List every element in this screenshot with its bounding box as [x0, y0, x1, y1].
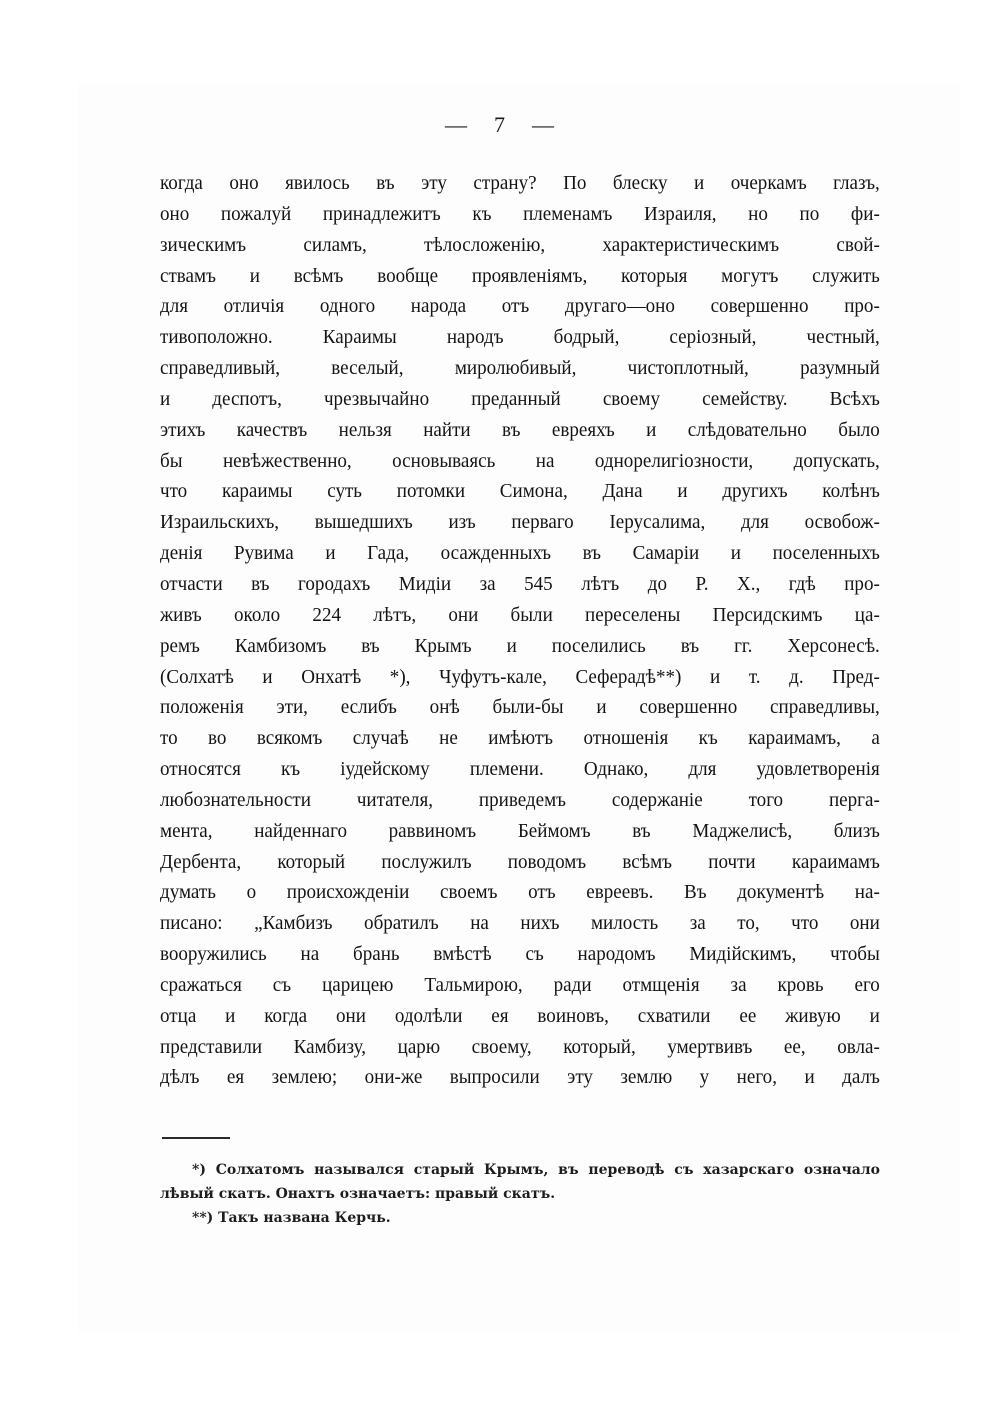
text-line: этихъ качествъ нельзя найти въ евреяхъ и слѣдовательно было: [160, 418, 880, 441]
footnote-separator: [162, 1137, 230, 1139]
footnote-2-line-1: **) Такъ названа Керчь.: [192, 1210, 391, 1226]
text-line: справедливый, веселый, миролюбивый, чистоплотный, разумный: [160, 357, 880, 380]
page-number-dash-right: —: [532, 112, 555, 137]
text-line: и деспотъ, чрезвычайно преданный своему семейству. Всѣхъ: [160, 387, 880, 410]
text-line: Дербента, который послужилъ поводомъ всѣмъ почти караимамъ: [160, 850, 880, 873]
text-line: тивоположно. Караимы народъ бодрый, серіозный, честный,: [160, 326, 880, 349]
text-line: Израильскихъ, вышедшихъ изъ перваго Іерусалима, для освобож-: [160, 511, 880, 534]
text-line: то во всякомъ случаѣ не имѣютъ отношенія къ караимамъ, а: [160, 727, 880, 750]
body-text: [160, 168, 880, 1093]
text-line: вооружились на брань вмѣстѣ съ народомъ Мидійскимъ, чтобы: [160, 943, 880, 966]
text-line: отчасти въ городахъ Мидіи за 545 лѣтъ до Р. Х., гдѣ про-: [160, 572, 880, 595]
text-line: что караимы суть потомки Симона, Дана и другихъ колѣнъ: [160, 480, 880, 503]
text-line: сражаться съ царицею Тальмирою, ради отмщенія за кровь его: [160, 973, 880, 996]
text-line: ремъ Камбизомъ въ Крымъ и поселились въ гг. Херсонесѣ.: [160, 634, 880, 657]
text-line: мента, найденнаго раввиномъ Беймомъ въ Маджелисѣ, близъ: [160, 819, 880, 842]
text-line: бы невѣжественно, основываясь на однорелигіозности, допускать,: [160, 449, 880, 472]
text-line: положенія эти, еслибъ онѣ были-бы и совершенно справедливы,: [160, 696, 880, 719]
text-line: для отличія одного народа отъ другаго—оно совершенно про-: [160, 295, 880, 318]
page-number-dash-left: —: [445, 112, 468, 137]
text-line: живъ около 224 лѣтъ, они были переселены Персидскимъ ца-: [160, 603, 880, 626]
page-number-value: 7: [494, 112, 506, 137]
text-line: денія Рувима и Гада, осажденныхъ въ Самаріи и поселенныхъ: [160, 542, 880, 565]
text-line: оно пожалуй принадлежитъ къ племенамъ Израиля, но по фи-: [160, 202, 880, 225]
text-line: ствамъ и всѣмъ вообще проявленіямъ, которыя могутъ служить: [160, 264, 880, 287]
text-line: зическимъ силамъ, тѣлосложенію, характеристическимъ свой-: [160, 233, 880, 256]
page-number: [0, 112, 1000, 138]
footnote-1-line-2: лѣвый скатъ. Онахтъ означаетъ: правый скатъ.: [160, 1186, 556, 1202]
text-line: думать о происхожденіи своемъ отъ евреевъ. Въ документѣ на-: [160, 881, 880, 904]
text-line: писано: „Камбизъ обратилъ на нихъ милость за то, что они: [160, 912, 880, 935]
text-line: отца и когда они одолѣли ея воиновъ, схватили ее живую и: [160, 1004, 880, 1027]
text-line: дѣлъ ея землею; они-же выпросили эту землю у него, и далъ: [160, 1066, 880, 1089]
footnotes: [160, 1158, 880, 1230]
text-line: (Солхатѣ и Онхатѣ *), Чуфутъ-кале, Сеферадѣ**) и т. д. Пред-: [160, 665, 880, 688]
text-line: представили Камбизу, царю своему, который, умертвивъ ее, овла-: [160, 1035, 880, 1058]
text-line: когда оно явилось въ эту страну? По блеску и очеркамъ глазъ,: [160, 172, 880, 194]
text-line: относятся къ іудейскому племени. Однако, для удовлетворенія: [160, 758, 880, 781]
text-line: любознательности читателя, приведемъ содержаніе того перга-: [160, 788, 880, 811]
footnote-1-line-1: *) Солхатомъ назывался старый Крымъ, въ переводѣ съ хазарскаго означало: [192, 1162, 880, 1178]
